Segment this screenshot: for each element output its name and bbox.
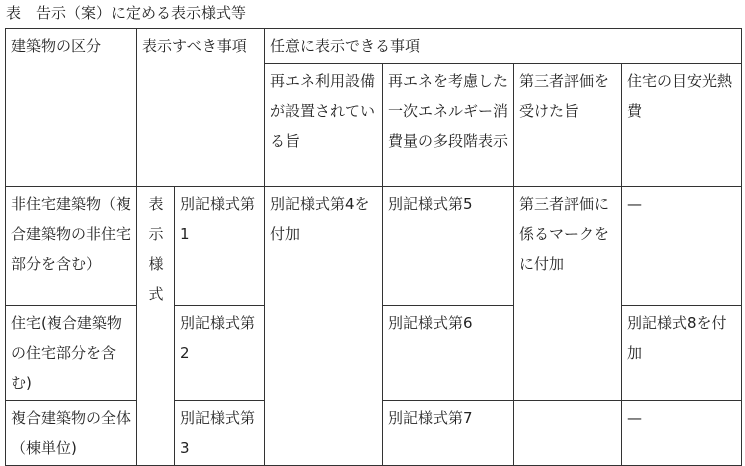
header-third-party-evaluation: 第三者評価を受けた旨	[514, 64, 622, 187]
table-caption: 表 告示（案）に定める表示様式等	[6, 4, 247, 22]
third-party-value: 第三者評価に係るマークをに付加	[514, 187, 622, 401]
row-multistage-residential: 別記様式第6	[383, 306, 514, 401]
header-required-items: 表示すべき事項	[137, 29, 265, 187]
header-renewable-energy: 再エネ利用設備が設置されている旨	[265, 64, 383, 187]
row-required-whole-building: 別記様式第3	[175, 401, 265, 466]
header-utility-cost: 住宅の目安光熱費	[622, 64, 742, 187]
header-row-1	[6, 29, 742, 64]
row-third-party-whole-building-empty	[514, 401, 622, 466]
row-category-nonresidential: 非住宅建築物（複合建築物の非住宅部分を含む）	[6, 187, 137, 306]
row-multistage-nonresidential: 別記様式第5	[383, 187, 514, 306]
row-category-residential: 住宅(複合建築物の住宅部分を含む)	[6, 306, 137, 401]
row-required-residential: 別記様式第2	[175, 306, 265, 401]
header-building-category: 建築物の区分	[6, 29, 137, 187]
row-multistage-whole-building: 別記様式第7	[383, 401, 514, 466]
header-multi-stage-display: 再エネを考慮した一次エネルギー消費量の多段階表示	[383, 64, 514, 187]
table-row	[6, 187, 742, 306]
display-format-label	[137, 187, 175, 466]
row-utility-nonresidential: —	[622, 187, 742, 306]
row-category-whole-building: 複合建築物の全体（棟単位)	[6, 401, 137, 466]
row-required-nonresidential: 別記様式第1	[175, 187, 265, 306]
display-format-label-text: 表示様式	[148, 195, 164, 303]
header-optional-items: 任意に表示できる事項	[265, 29, 742, 64]
renewable-energy-value: 別記様式第4を付加	[265, 187, 383, 466]
row-utility-whole-building: —	[622, 401, 742, 466]
display-format-table	[5, 28, 742, 466]
row-utility-residential: 別記様式8を付加	[622, 306, 742, 401]
